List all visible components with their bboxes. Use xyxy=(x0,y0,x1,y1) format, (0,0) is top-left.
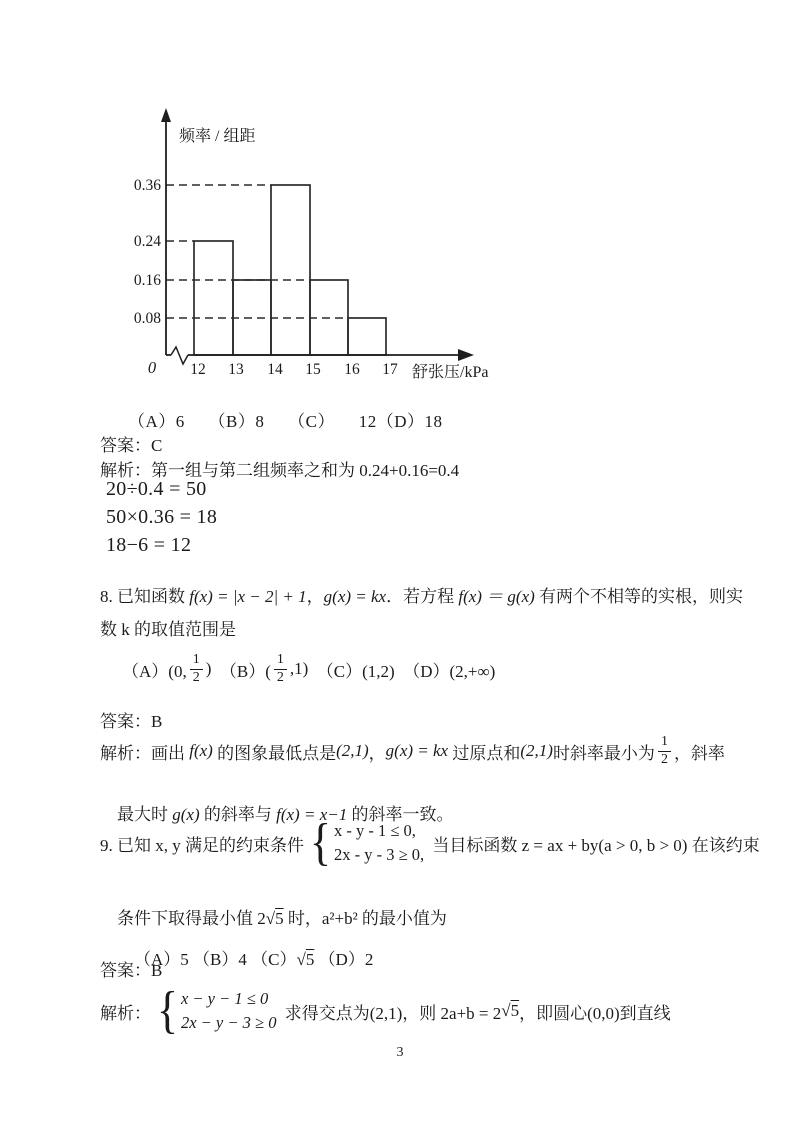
q9-text: 当目标函数 z = ax + by(a > 0, b > 0) 在该约束 xyxy=(428,835,760,855)
q9-options-a-b-c: （A）5 （B）4 （C） xyxy=(134,950,297,969)
fraction-numerator: 1 xyxy=(192,652,200,668)
x-tick-12: 12 xyxy=(190,361,206,378)
x-tick-labels xyxy=(190,361,398,378)
q8-analysis-text: ， xyxy=(368,743,386,763)
fraction-one-half xyxy=(190,652,203,685)
histogram-chart xyxy=(115,103,515,398)
q8-text: ， xyxy=(306,587,324,606)
radicand: 5 xyxy=(510,1001,520,1020)
q8-equation-fg: f(x) ＝ g(x) xyxy=(458,587,535,606)
q8-analysis-math: (2,1) xyxy=(336,741,369,760)
q9-analysis-text: ，即圆心(0,0)到直线 xyxy=(519,1003,671,1023)
bar-16-17 xyxy=(348,318,386,355)
radical-sign-icon: √ xyxy=(265,909,276,928)
q8-analysis-math: g(x) = kx xyxy=(385,741,449,760)
q8-analysis-text: 的图象最低点是 xyxy=(212,743,337,763)
radicand: 5 xyxy=(305,950,315,969)
q8-text: 有两个不相等的实根，则实 xyxy=(534,587,744,606)
y-tick-0.08: 0.08 xyxy=(133,310,161,327)
constraint-row-2: 2x − y − 3 ≥ 0 xyxy=(180,1013,277,1032)
radical-sign-icon: √ xyxy=(296,950,306,969)
q8-analysis-math: (2,1) xyxy=(520,741,553,760)
q8-analysis-text: 解析：画出 xyxy=(100,743,190,763)
left-brace-icon: { xyxy=(309,813,332,871)
x-tick-14: 14 xyxy=(267,361,283,378)
q8-question-line1 xyxy=(100,582,743,607)
fraction-one-half xyxy=(274,652,287,685)
q9-analysis-line xyxy=(100,981,671,1039)
q8-formula-f: f(x) = |x − 2| + 1 xyxy=(189,587,307,606)
q8-option-b: （B）( xyxy=(219,661,271,681)
q8-analysis-text: 的斜率一致。 xyxy=(347,805,454,824)
q8-analysis-text: 的斜率与 xyxy=(199,805,277,824)
q7-equation-2: 50×0.36 = 18 xyxy=(106,506,218,528)
q7-equation-1: 20÷0.4 = 50 xyxy=(106,478,207,500)
q8-analysis-text: 最大时 xyxy=(117,805,173,824)
x-tick-16: 16 xyxy=(344,361,360,378)
q9-analysis-text: 求得交点为(2,1)，则 2a+b = 2 xyxy=(280,1003,502,1023)
q7-analysis: 解析：第一组与第二组频率之和为 0.24+0.16=0.4 xyxy=(100,461,460,480)
q7-options-line: （A）6 （B）8 （C） 12（D）18 xyxy=(128,412,443,431)
constraint-system xyxy=(155,981,277,1039)
q9-text: 时，a²+b² 的最小值为 xyxy=(283,909,447,928)
q9-text: 9. 已知 x, y 满足的约束条件 xyxy=(100,835,304,855)
y-axis-arrow-icon xyxy=(161,108,171,122)
q8-option-d: （D）(2,+∞) xyxy=(403,661,496,681)
x-tick-17: 17 xyxy=(382,361,398,378)
q8-option-a: （A）(0, xyxy=(122,661,187,681)
q8-text: ．若方程 xyxy=(386,587,459,606)
q8-analysis-math: f(x) = x−1 xyxy=(276,805,348,824)
q8-option-b-close: ,1) xyxy=(289,659,317,678)
sqrt-5 xyxy=(501,1001,519,1021)
fraction-numerator: 1 xyxy=(276,652,284,668)
constraint-system xyxy=(308,813,425,871)
x-tick-13: 13 xyxy=(228,361,244,378)
q9-analysis-label: 解析： xyxy=(100,1003,151,1023)
q7-equation-3: 18−6 = 12 xyxy=(106,534,192,556)
x-tick-15: 15 xyxy=(305,361,321,378)
fraction-denominator: 2 xyxy=(658,751,671,768)
constraint-row-2: 2x - y - 3 ≥ 0, xyxy=(333,845,425,864)
q8-formula-g: g(x) = kx xyxy=(323,587,387,606)
q8-options-line xyxy=(122,646,495,692)
y-tick-0.16: 0.16 xyxy=(133,272,161,289)
chart-y-axis-title: 频率 / 组距 xyxy=(179,128,256,145)
q8-question-line2: 数 k 的取值范围是 xyxy=(100,620,236,639)
fraction-numerator: 1 xyxy=(660,734,668,750)
chart-x-axis-title: 舒张压/kPa xyxy=(412,364,489,381)
bar-14-15 xyxy=(271,185,310,355)
sqrt-5 xyxy=(296,950,314,969)
fraction-denominator: 2 xyxy=(190,669,203,686)
constraint-row-1: x - y - 1 ≤ 0, xyxy=(333,821,416,841)
q8-analysis-text: 过原点和 xyxy=(448,743,521,763)
origin-label: 0 xyxy=(147,358,157,377)
y-tick-0.36: 0.36 xyxy=(133,177,161,194)
q8-text: 8. 已知函数 xyxy=(100,587,190,606)
y-tick-0.24: 0.24 xyxy=(133,233,161,250)
q9-answer: 答案：B xyxy=(100,961,163,980)
bar-12-13 xyxy=(194,241,233,355)
q8-option-c: （C）(1,2) xyxy=(316,661,404,681)
x-axis-arrow-icon xyxy=(458,349,474,361)
page-number: 3 xyxy=(396,1045,404,1060)
q8-analysis-math: f(x) xyxy=(189,741,213,760)
q8-option-a-close: ) xyxy=(205,659,220,678)
axis-break-icon xyxy=(171,347,188,364)
constraint-row-1: x − y − 1 ≤ 0 xyxy=(180,989,269,1009)
radical-sign-icon: √ xyxy=(501,1001,511,1020)
q9-option-d: （D）2 xyxy=(314,950,374,969)
left-brace-icon: { xyxy=(156,981,179,1039)
q8-analysis-line1 xyxy=(100,728,725,774)
constraint-rows xyxy=(181,987,276,1035)
y-tick-labels xyxy=(134,177,161,327)
q8-analysis-math: g(x) xyxy=(172,805,200,824)
constraint-rows xyxy=(334,819,424,867)
fraction-one-half xyxy=(658,734,671,767)
radicand: 5 xyxy=(275,909,284,928)
q8-answer: 答案：B xyxy=(100,712,163,731)
fraction-denominator: 2 xyxy=(274,669,287,686)
q7-answer: 答案：C xyxy=(100,436,163,455)
q8-analysis-text: 时斜率最小为 xyxy=(552,743,655,763)
q8-analysis-text: ，斜率 xyxy=(673,743,725,763)
histogram-bars xyxy=(194,185,386,355)
q9-text: 条件下取得最小值 2 xyxy=(117,909,266,928)
